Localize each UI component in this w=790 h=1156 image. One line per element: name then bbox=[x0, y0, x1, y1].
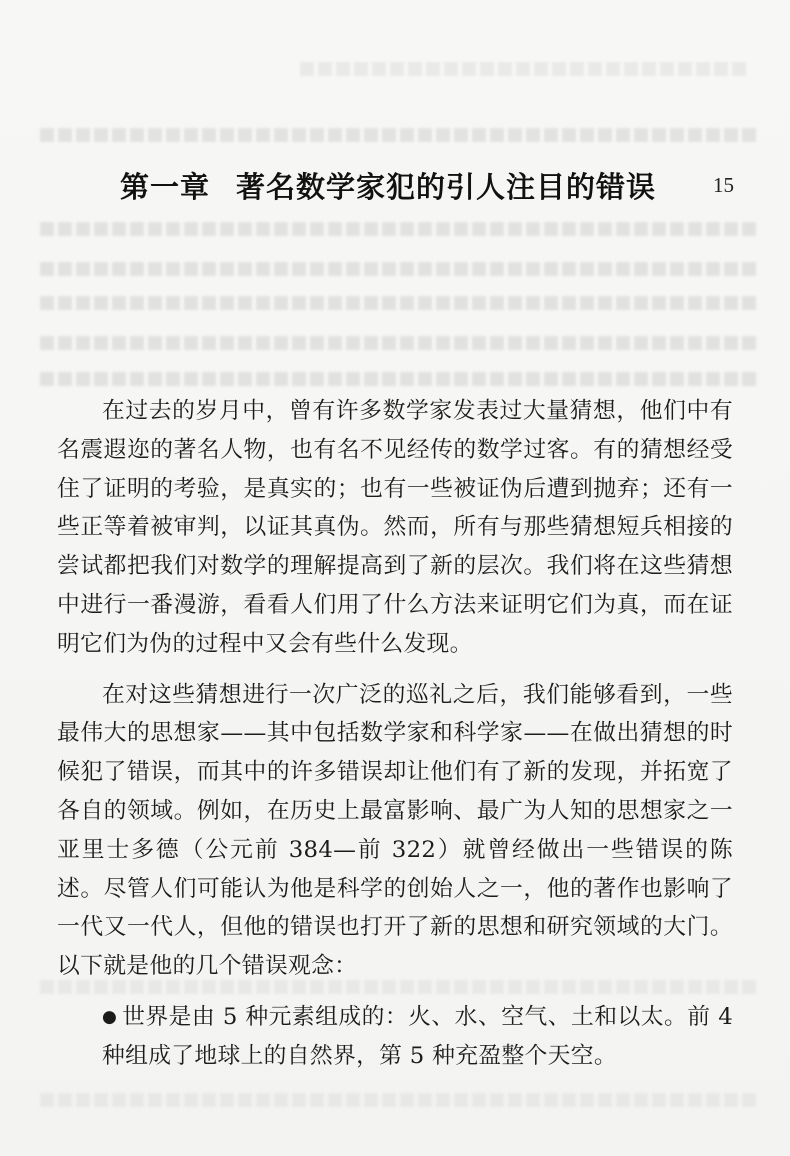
bleed-through-line bbox=[40, 336, 760, 350]
bleed-through-line bbox=[40, 128, 760, 142]
bleed-through-line bbox=[40, 1093, 760, 1107]
bleed-through-line bbox=[40, 372, 760, 386]
bleed-through-line bbox=[300, 62, 750, 76]
paragraph-intro: 在过去的岁月中，曾有许多数学家发表过大量猜想，他们中有名震遐迩的著名人物，也有名不见经传的数学过客。有的猜想经受住了证明的考验，是真实的；也有一些被证伪后遭到抛弃；还有一些正等着被审判，以证其真伪。然而，所有与那些猜想短兵相接的尝试都把我们对数学的理解提高到了新的层次。我们将在这些猜想中进行一番漫游，看看人们用了什么方法来证明它们为真，而在证明它们为伪的过程中又会有些什么发现。 bbox=[57, 398, 733, 657]
misconception-list bbox=[57, 998, 733, 1076]
body-text bbox=[57, 392, 733, 1076]
chapter-title-main: 著名数学家犯的引人注目的错误 bbox=[236, 170, 657, 204]
list-item-text: 世界是由 5 种元素组成的：火、水、空气、土和以太。前 4 种组成了地球上的自然界，第 5 种充盈整个天空。 bbox=[102, 1003, 733, 1069]
bleed-through-line bbox=[40, 262, 760, 276]
chapter-title bbox=[120, 165, 656, 206]
paragraph-aristotle: 在对这些猜想进行一次广泛的巡礼之后，我们能够看到，一些最伟大的思想家——其中包括数学家和科学家——在做出猜想的时候犯了错误，而其中的许多错误却让他们有了新的发现，并拓宽了各自的领域。例如，在历史上最富影响、最广为人知的思想家之一亚里士多德（公元前 384—前 322）就曾经做出一些错误的陈述。尽管人们可能认为他是科学的创始人之一，他的著作也影响了一代又一代人，但他的错误也打开了新的思想和研究领域的大门。以下就是他的几个错误观念： bbox=[57, 681, 733, 980]
bleed-through-line bbox=[40, 222, 760, 236]
list-item bbox=[57, 998, 733, 1076]
bullet-icon: ● bbox=[102, 1006, 118, 1027]
chapter-title-prefix: 第一章 bbox=[120, 170, 211, 204]
page-number: 15 bbox=[713, 173, 734, 197]
bleed-through-line bbox=[40, 296, 760, 310]
